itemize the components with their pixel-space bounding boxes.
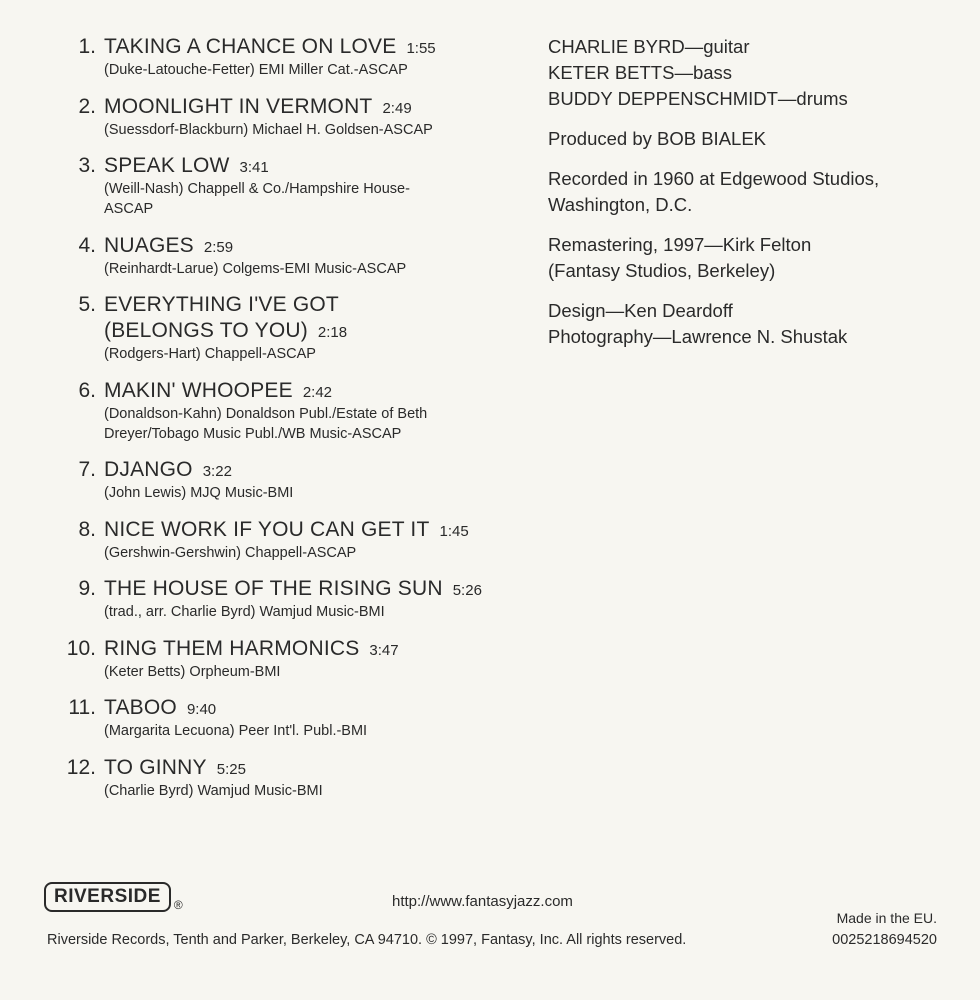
- track-title: NUAGES: [104, 233, 194, 257]
- track-credit: (Rodgers-Hart) Chappell-ASCAP: [104, 346, 316, 362]
- personnel-item: KETER BETTS—bass: [548, 62, 733, 83]
- track-credit: (Keter Betts) Orpheum-BMI: [104, 663, 281, 680]
- track-title: RING THEM HARMONICS: [104, 636, 360, 660]
- catalog-barcode-number: 0025218694520: [832, 932, 937, 948]
- personnel-item: CHARLIE BYRD—guitar: [548, 36, 750, 57]
- album-credits: [548, 34, 968, 364]
- track-item: [0, 755, 540, 801]
- track-number: 5.: [78, 293, 96, 316]
- personnel-item: BUDDY DEPPENSCHMIDT—drums: [548, 88, 848, 109]
- made-in-label: Made in the EU.: [836, 910, 937, 926]
- track-item: [0, 378, 540, 444]
- track-credit: (Suessdorf-Blackburn) Michael H. Goldsen-ASCAP: [104, 121, 433, 138]
- track-duration: 5:26: [452, 582, 482, 599]
- remastering-block: [548, 232, 968, 284]
- recorded-block: [548, 166, 968, 218]
- track-item: [0, 517, 540, 563]
- logo-text: RIVERSIDE: [44, 882, 171, 912]
- track-duration: 1:55: [406, 40, 436, 57]
- track-title: TO GINNY: [104, 755, 207, 779]
- producer-credit: Produced by BOB BIALEK: [548, 128, 767, 149]
- track-number: 1.: [78, 35, 96, 58]
- track-item: [0, 292, 540, 364]
- track-item: [0, 636, 540, 682]
- track-credit: (Gershwin-Gershwin) Chappell-ASCAP: [104, 544, 357, 561]
- track-duration: 1:45: [439, 522, 469, 540]
- track-number: 2.: [78, 94, 96, 118]
- track-number: 9.: [78, 577, 96, 600]
- track-number: 12.: [66, 755, 96, 779]
- track-title: TAKING A CHANCE ON LOVE: [104, 35, 397, 58]
- track-title: THE HOUSE OF THE RISING SUN: [104, 577, 443, 600]
- track-item: [0, 153, 540, 219]
- track-duration: 9:40: [186, 701, 217, 718]
- track-number: 6.: [78, 378, 96, 402]
- producer-block: [548, 126, 968, 152]
- track-title: SPEAK LOW: [104, 154, 230, 177]
- track-duration: 2:42: [302, 383, 333, 401]
- track-title: EVERYTHING I'VE GOT (BELONGS TO YOU): [104, 293, 339, 342]
- track-number: 4.: [78, 233, 96, 257]
- track-number: 10.: [66, 636, 96, 660]
- track-number: 8.: [78, 517, 96, 541]
- track-credit: (John Lewis) MJQ Music-BMI: [104, 485, 294, 501]
- track-item: [0, 457, 540, 503]
- track-item: [0, 34, 540, 80]
- track-duration: 2:59: [203, 238, 234, 256]
- track-number: 11.: [68, 696, 96, 719]
- track-credit: (Donaldson-Kahn) Donaldson Publ./Estate of Beth Dreyer/Tobago Music Publ./WB Music-ASCAP: [104, 405, 428, 442]
- recorded-line: Washington, D.C.: [548, 194, 693, 215]
- remastering-line: (Fantasy Studios, Berkeley): [548, 260, 776, 281]
- track-item: [0, 695, 540, 741]
- track-title: MAKIN' WHOOPEE: [104, 378, 293, 402]
- riverside-logo: [44, 882, 183, 912]
- registered-mark: ®: [173, 898, 183, 912]
- track-list: [0, 34, 540, 814]
- track-credit: (Reinhardt-Larue) Colgems-EMI Music-ASCAP: [104, 260, 407, 277]
- track-duration: 3:41: [239, 159, 269, 176]
- track-credit: (trad., arr. Charlie Byrd) Wamjud Music-BMI: [104, 604, 385, 620]
- track-number: 3.: [78, 154, 96, 177]
- track-duration: 2:18: [317, 324, 348, 341]
- track-title: NICE WORK IF YOU CAN GET IT: [104, 517, 430, 541]
- track-credit: (Duke-Latouche-Fetter) EMI Miller Cat.-ASCAP: [104, 62, 408, 78]
- track-number: 7.: [78, 458, 96, 481]
- website-url: http://www.fantasyjazz.com: [392, 893, 573, 910]
- track-item: [0, 94, 540, 140]
- track-duration: 3:47: [369, 641, 399, 659]
- track-duration: 2:49: [382, 99, 412, 117]
- design-block: [548, 298, 968, 350]
- remastering-line: Remastering, 1997—Kirk Felton: [548, 234, 812, 255]
- track-title: DJANGO: [104, 458, 193, 481]
- copyright-footer: Riverside Records, Tenth and Parker, Berkeley, CA 94710. © 1997, Fantasy, Inc. All rights reserved.: [47, 932, 687, 948]
- track-credit: (Weill-Nash) Chappell & Co./Hampshire House-ASCAP: [104, 181, 410, 217]
- track-item: [0, 233, 540, 279]
- track-title: TABOO: [104, 696, 177, 719]
- photography-credit: Photography—Lawrence N. Shustak: [548, 326, 848, 347]
- track-title: MOONLIGHT IN VERMONT: [104, 94, 373, 118]
- track-credit: (Charlie Byrd) Wamjud Music-BMI: [104, 782, 323, 799]
- design-credit: Design—Ken Deardoff: [548, 300, 733, 321]
- track-duration: 3:22: [202, 463, 232, 480]
- track-credit: (Margarita Lecuona) Peer Int'l. Publ.-BMI: [104, 723, 368, 739]
- recorded-line: Recorded in 1960 at Edgewood Studios,: [548, 168, 880, 189]
- personnel-list: [548, 34, 968, 112]
- track-duration: 5:25: [216, 760, 246, 778]
- track-item: [0, 576, 540, 622]
